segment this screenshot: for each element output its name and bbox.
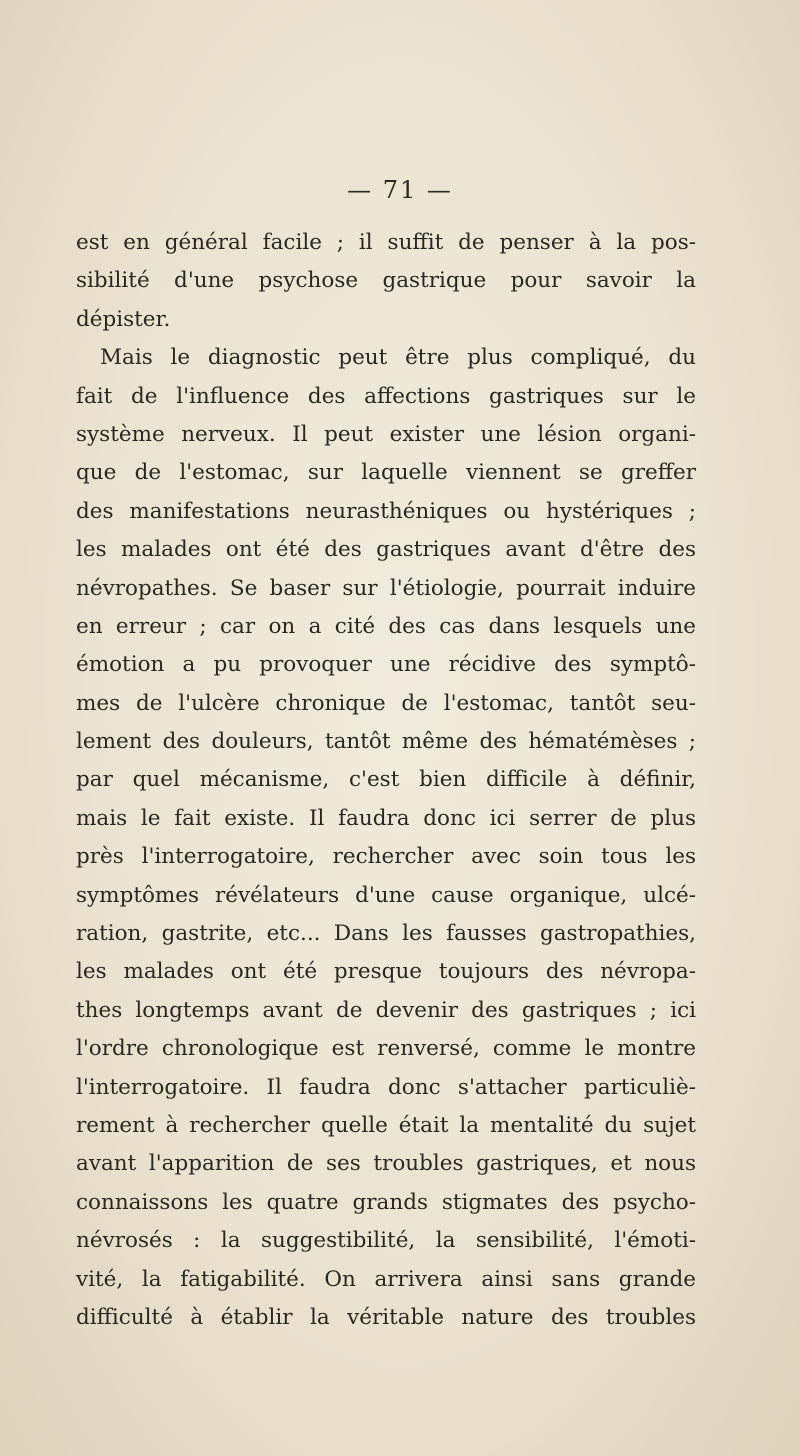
- text-line: mes de l'ulcère chronique de l'estomac, tantôt seu-: [76, 690, 696, 716]
- text-line: près l'interrogatoire, rechercher avec soin tous les: [76, 844, 696, 870]
- text-line: l'ordre chronologique est renversé, comme le montre: [76, 1036, 696, 1062]
- text-line: connaissons les quatre grands stigmates des psycho-: [76, 1189, 696, 1215]
- text-line: lement des douleurs, tantôt même des hématémèses ;: [76, 729, 696, 755]
- text-line: est en général facile ; il suffit de penser à la pos-: [76, 230, 696, 255]
- text-line: en erreur ; car on a cité des cas dans lesquels une: [76, 613, 696, 639]
- text-line: que de l'estomac, sur laquelle viennent se greffer: [76, 460, 696, 486]
- text-line: l'interrogatoire. Il faudra donc s'attacher particuliè-: [76, 1074, 696, 1100]
- text-line: symptômes révélateurs d'une cause organique, ulcé-: [76, 882, 696, 908]
- text-line: fait de l'influence des affections gastriques sur le: [76, 383, 696, 409]
- text-line: par quel mécanisme, c'est bien difficile à définir,: [76, 767, 696, 793]
- text-line: les malades ont été des gastriques avant d'être des: [76, 537, 696, 563]
- text-line: sibilité d'une psychose gastrique pour savoir la: [76, 268, 696, 294]
- text-line: mais le fait existe. Il faudra donc ici serrer de plus: [76, 805, 696, 831]
- text-line: avant l'apparition de ses troubles gastriques, et nous: [76, 1151, 696, 1177]
- text-line: thes longtemps avant de devenir des gastriques ; ici: [76, 997, 696, 1023]
- text-line: névrosés : la suggestibilité, la sensibilité, l'émoti-: [76, 1228, 696, 1254]
- text-line: névropathes. Se baser sur l'étiologie, pourrait induire: [76, 575, 696, 601]
- text-line: Mais le diagnostic peut être plus compliqué, du: [100, 345, 696, 371]
- text-line: ration, gastrite, etc... Dans les fausses gastropathies,: [76, 921, 696, 947]
- page-number: — 71 —: [347, 176, 453, 204]
- text-line: dépister.: [76, 306, 171, 332]
- text-line: rement à rechercher quelle était la mentalité du sujet: [76, 1112, 696, 1138]
- text-line: vité, la fatigabilité. On arrivera ainsi sans grande: [76, 1266, 696, 1292]
- text-line: émotion a pu provoquer une récidive des symptô-: [76, 652, 696, 678]
- text-line: système nerveux. Il peut exister une lésion organi-: [76, 421, 696, 447]
- body-text: [76, 224, 696, 1337]
- text-line: des manifestations neurasthéniques ou hystériques ;: [76, 498, 696, 524]
- text-line: les malades ont été presque toujours des névropa-: [76, 959, 696, 985]
- text-line: difficulté à établir la véritable nature des troubles: [76, 1304, 696, 1330]
